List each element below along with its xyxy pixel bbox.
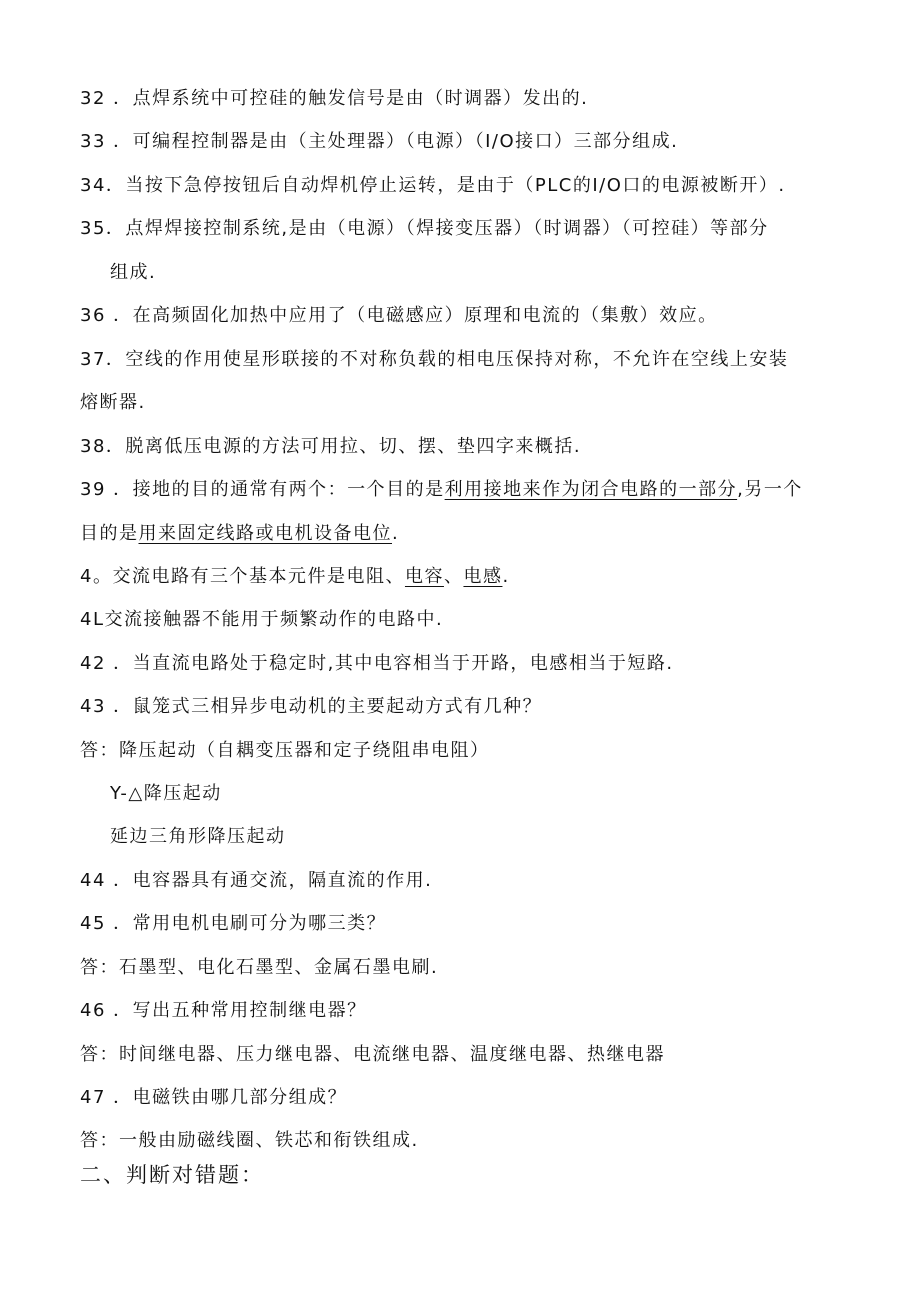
q40-underlined-inductor: 电感 [463, 566, 503, 587]
question-38: 38．脱离低压电源的方法可用拉、切、摆、垫四字来概括. [80, 436, 582, 457]
question-37: 37．空线的作用使星形联接的不对称负载的相电压保持对称，不允许在空线上安装 [80, 349, 789, 370]
question-45: 45 ．常用电机电刷可分为哪三类？ [80, 913, 387, 934]
question-34: 34．当按下急停按钮后自动焊机停止运转，是由于（PLC的I/O口的电源被断开）. [80, 175, 786, 196]
question-41: 4L交流接触器不能用于频繁动作的电路中. [80, 609, 444, 630]
q39-text-end: ,另一个 [737, 479, 803, 500]
q40-separator: 、 [443, 566, 464, 587]
q39-underlined-answer-2: 用来固定线路或电机设备电位 [138, 523, 392, 544]
q40-text-end: . [502, 566, 510, 587]
question-36: 36 ．在高频固化加热中应用了（电磁感应）原理和电流的（集敷）效应。 [80, 305, 718, 326]
q39b-text-start: 目的是 [80, 523, 139, 544]
question-43: 43 ．鼠笼式三相异步电动机的主要起动方式有几种？ [80, 696, 543, 717]
question-35-continuation: 组成. [110, 262, 157, 283]
q39-text-start: 39 ．接地的目的通常有两个：一个目的是 [80, 479, 445, 500]
question-39 [80, 478, 803, 502]
answer-43-line-1: 答：降压起动（自耦变压器和定子绕阻串电阻） [80, 740, 490, 761]
question-39-continuation [80, 522, 399, 546]
answer-46: 答：时间继电器、压力继电器、电流继电器、温度继电器、热继电器 [80, 1044, 665, 1065]
q39-underlined-answer-1: 利用接地来作为闭合电路的一部分 [444, 479, 738, 500]
section-heading-true-false: 二、判断对错题： [80, 1163, 264, 1187]
question-35: 35．点焊焊接控制系统,是由（电源）（焊接变压器）（时调器）（可控硅）等部分 [80, 218, 769, 239]
answer-43-line-2: Y-△降压起动 [110, 783, 222, 804]
answer-43-line-3: 延边三角形降压起动 [110, 826, 286, 847]
q40-text-start: 4。交流电路有三个基本元件是电阻、 [80, 566, 405, 587]
q40-underlined-capacitor: 电容 [404, 566, 444, 587]
question-46: 46 ．写出五种常用控制继电器？ [80, 1000, 367, 1021]
question-33: 33 ．可编程控制器是由（主处理器）（电源）（I/O接口）三部分组成. [80, 131, 679, 152]
question-44: 44 ．电容器具有通交流，隔直流的作用. [80, 870, 433, 891]
question-32: 32 ．点焊系统中可控硅的触发信号是由（时调器）发出的. [80, 88, 589, 109]
answer-47: 答：一般由励磁线圈、铁芯和衔铁组成. [80, 1130, 419, 1151]
q39b-text-end: . [392, 523, 400, 544]
answer-45: 答：石墨型、电化石墨型、金属石墨电刷. [80, 957, 439, 978]
question-37-continuation: 熔断器. [80, 392, 146, 413]
question-47: 47 ．电磁铁由哪几部分组成？ [80, 1087, 348, 1108]
question-40 [80, 565, 510, 589]
question-42: 42 ．当直流电路处于稳定时,其中电容相当于开路，电感相当于短路. [80, 653, 674, 674]
